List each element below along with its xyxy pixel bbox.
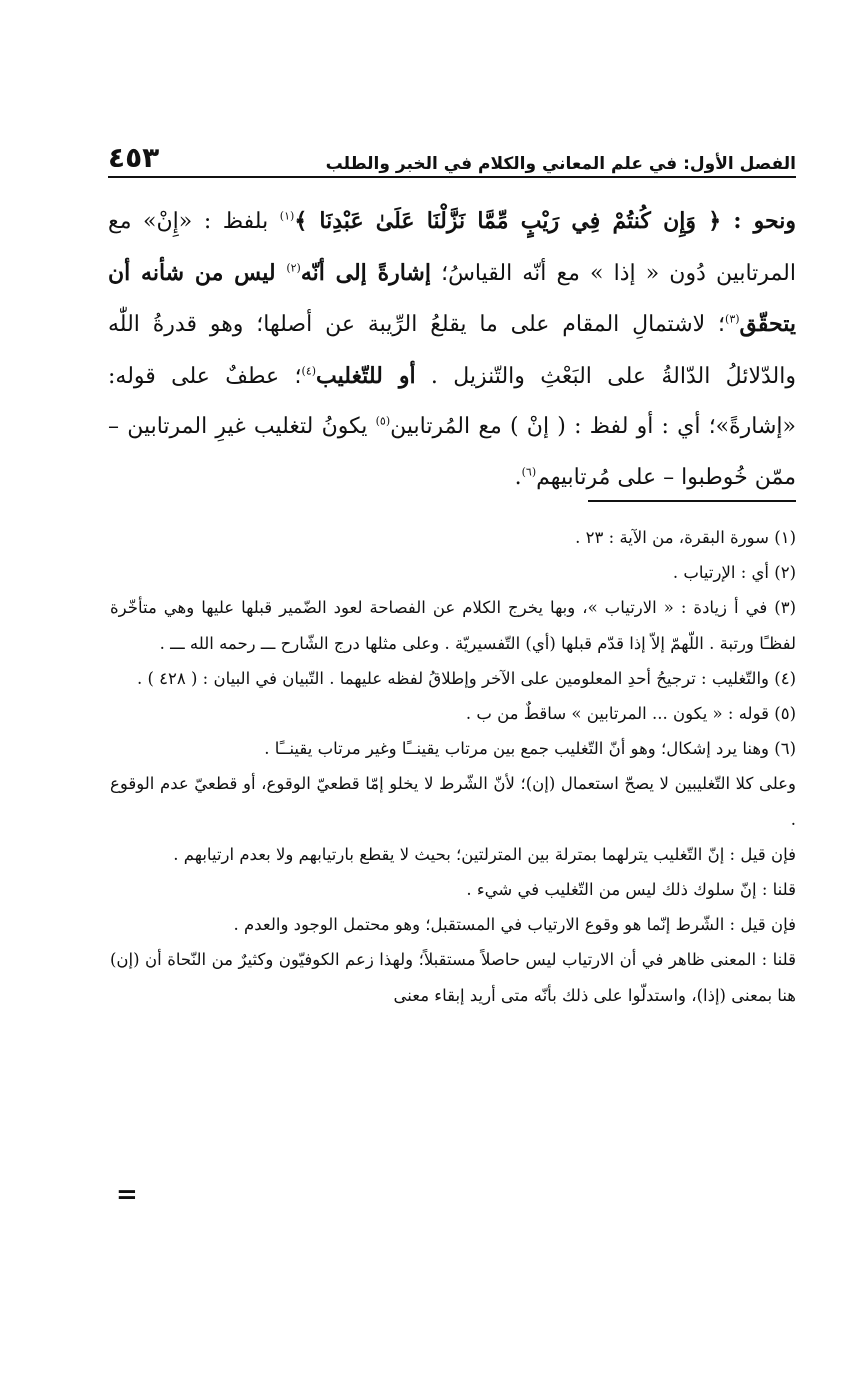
footnote-6-paragraph: قلنا : إنّ سلوك ذلك ليس من التّغليب في شيء . — [466, 880, 796, 900]
matn-text: ليس من شأنه أن يتحقّق — [108, 259, 796, 337]
text-run: يكونُ لتغليب غيرِ المرتابين – ممّن خُوطبوا – على مُرتابيهم — [108, 414, 796, 490]
continuation-mark: = — [116, 1180, 138, 1210]
footnote-ref[interactable]: (٣) — [725, 312, 740, 326]
text-run: بلفظ : «إِنْ» مع المرتابين دُون « إذا » مع أنّه القياسُ؛ — [108, 209, 796, 286]
footnote-ref[interactable]: (٥) — [375, 414, 391, 428]
footnote-ref[interactable]: (٦) — [521, 465, 537, 479]
footnote-ref[interactable]: (٢) — [286, 261, 301, 275]
quran-verse: ﴿ وَإِن كُنتُمْ فِي رَيْبٍ مِّمَّا نَزَّلْنَا عَلَىٰ عَبْدِنَا ﴾ — [294, 208, 722, 234]
footnote-6: (٦) وهنا يرد إشكال؛ وهو أنّ التّغليب جمع بين مرتاب يقينــًا وغير مرتاب يقينــًا . — [264, 739, 796, 759]
footnote-6-paragraph: فإن قيل : الشّرط إنّما هو وقوع الارتياب في المستقبل؛ وهو محتمل الوجود والعدم . — [233, 915, 796, 935]
footnote-6-paragraph: وعلى كلا التّغليبين لا يصحّ استعمال (إن)؛ لأنّ الشّرط لا يخلو إمّا قطعيّ الوقوع، أو قطعيّ عدم الوقوع . — [110, 774, 796, 829]
main-text — [108, 196, 796, 503]
footnote-6-paragraph: قلنا : المعنى ظاهر في أن الارتياب ليس حاصلاً مستقبلاً؛ ولهذا زعم الكوفيّون وكثيرٌ من النّحاة أن (إن) هنا بمعنى (إذا)، واستدلّوا على ذلك بأنّه متى أريد إبقاء معنى — [110, 950, 796, 1005]
footnote-6-paragraph: فإن قيل : إنّ التّغليب يترلهما بمترلة بين المترلتين؛ بحيث لا يقطع بارتيابهم ولا بعدم ارتيابهم . — [173, 844, 796, 864]
footnote-4: (٤) والتّغليب : ترجيحُ أحدِ المعلومين على الآخر وإطلاقُ لفظه عليهما . التّبيان في البيان : ( ٤٢٨ ) . — [136, 668, 796, 688]
header-rule — [108, 176, 796, 178]
footnotes — [110, 520, 796, 1013]
footnote-ref[interactable]: (٤) — [301, 364, 317, 378]
page-header — [108, 138, 796, 174]
matn-text: إشارةً إلى أنّه — [300, 259, 431, 286]
footnote-2: (٢) أي : الإرتياب . — [672, 563, 796, 583]
page-number: ٤٥٣ — [108, 141, 160, 174]
matn-text: أو للتّغليب — [316, 362, 416, 389]
text-run: ونحو : — [721, 208, 796, 234]
footnote-1: (١) سورة البقرة، من الآية : ٢٣ . — [575, 528, 796, 547]
chapter-title: الفصل الأول: في علم المعاني والكلام في الخبر والطلب — [325, 154, 796, 174]
footnote-separator — [588, 500, 796, 502]
text-run: ؛ عطفٌ على قوله: «إشارةً»؛ أي : أو لفظ : ( إنْ ) مع المُرتابين — [108, 363, 797, 439]
footnote-ref[interactable]: (١) — [279, 209, 295, 223]
text-run: ؛ لاشتمالِ المقام على ما يقلعُ الرِّيبة عن أصلها؛ وهو قدرةُ اللّٰه والدّلائلُ الدّالةُ على البَعْثِ والتّنزيل . — [108, 312, 796, 389]
footnote-5: (٥) قوله : « يكون ... المرتابين » ساقطٌ من ب . — [465, 704, 796, 724]
main-paragraph — [108, 196, 796, 503]
text-run: . — [514, 464, 522, 490]
footnote-3: (٣) في أ زيادة : « الارتياب »، وبها يخرج الكلام عن الفصاحة لعود الضّمير قبلها عليها وهي متأخّرة لفظـًا ورتبة . اللّهمّ إلاّ إذا قدّم قبلها (أي) التّفسيريّة . وعلى مثلها درج الشّارح ـــ رحمه الله ـــ . — [110, 598, 796, 653]
